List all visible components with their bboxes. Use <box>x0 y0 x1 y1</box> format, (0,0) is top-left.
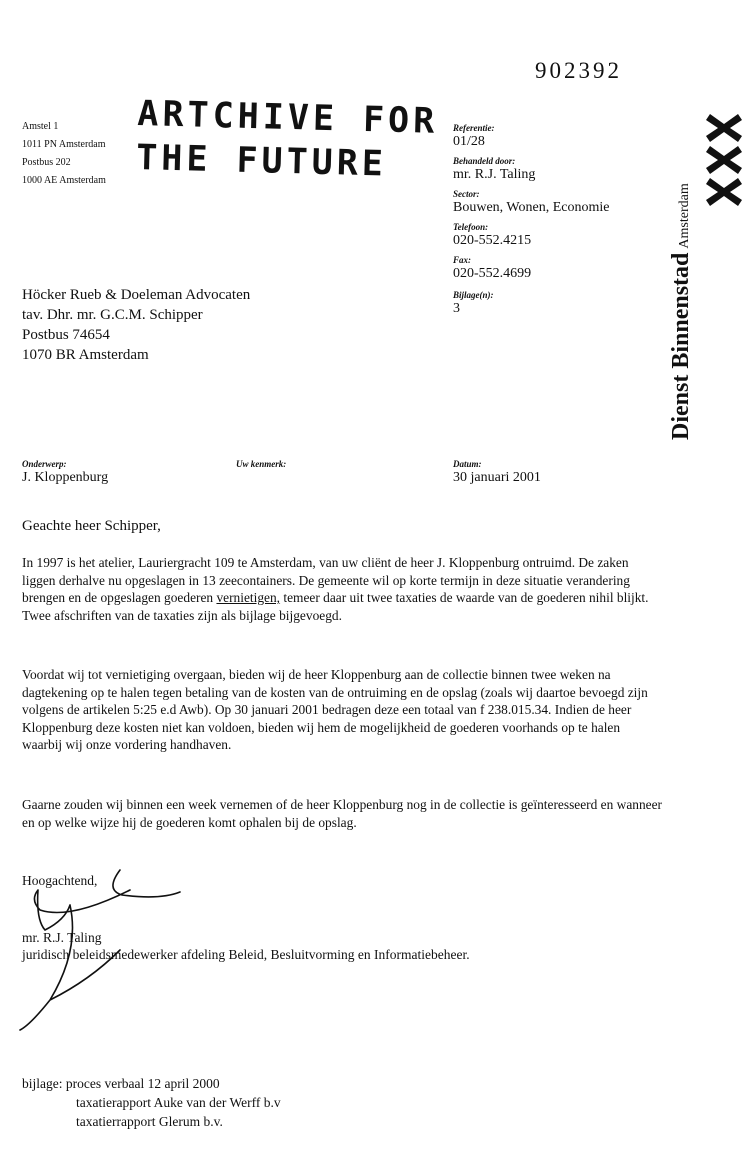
signer-title: juridisch beleidsmedewerker afdeling Beleid, Besluitvorming en Informatiebeheer. <box>22 947 470 962</box>
salutation: Geachte heer Schipper, <box>22 518 161 534</box>
recipient-line: Postbus 74654 <box>22 327 110 343</box>
recipient-line: Höcker Rueb & Doeleman Advocaten <box>22 287 251 303</box>
signer-block <box>22 929 470 963</box>
stamp-line-1: ARTCHIVE FOR <box>136 93 439 142</box>
sender-address <box>22 118 106 190</box>
enclosures <box>22 1074 281 1131</box>
recipient-line: tav. Dhr. mr. G.C.M. Schipper <box>22 307 203 323</box>
sender-line: Postbus 202 <box>22 157 71 168</box>
paragraph-2: Voordat wij tot vernietiging overgaan, bieden wij de heer Kloppenburg aan de collectie binnen twee weken na dagtekening op te halen tegen betaling van de kosten van de ontruiming en de opslag (zoals wij daartoe bevoegd zijn volgens de artikelen 5:25 e.d Awb). Op 30 januari 2001 bedragen deze een totaal van f 238.015.34. Indien de heer Kloppenburg deze kosten niet kan voldoen, bieden wij hem de mogelijkheid de goederen voorhands op te halen waarbij wij onze vordering handhaven. <box>22 667 648 753</box>
meta-behandeld: Behandeld door: mr. R.J. Taling <box>453 156 536 182</box>
department-title: Dienst Binnenstad <box>668 252 694 440</box>
recipient-address <box>22 285 250 365</box>
meta-bijlagen: Bijlage(n): 3 <box>453 290 494 316</box>
closing: Hoogachtend, <box>22 873 98 888</box>
enclosure-item: taxatierrapport Glerum b.v. <box>76 1114 223 1129</box>
recipient-line: 1070 BR Amsterdam <box>22 347 149 363</box>
department-name <box>668 183 695 440</box>
stamp-line-2: THE FUTURE <box>135 137 388 185</box>
enclosures-label: bijlage: <box>22 1076 63 1091</box>
sender-line: 1000 AE Amsterdam <box>22 175 106 186</box>
meta-fax: Fax: 020-552.4699 <box>453 255 532 281</box>
archive-stamp <box>136 92 439 188</box>
onderwerp-field: Onderwerp: J. Kloppenburg <box>22 459 109 485</box>
meta-sector: Sector: Bouwen, Wonen, Economie <box>453 189 610 215</box>
amsterdam-crosses-logo <box>704 112 744 212</box>
sender-line: Amstel 1 <box>22 121 59 132</box>
cross-icon <box>706 114 742 142</box>
paragraph-3: Gaarne zouden wij binnen een week vernemen of de heer Kloppenburg nog in de collectie is geïnteresseerd en wanneer en op welke wijze hij de goederen komt ophalen bij de opslag. <box>22 797 663 830</box>
department-city: Amsterdam <box>677 183 692 249</box>
underlined-word: vernietigen, <box>216 590 281 606</box>
cross-icon <box>706 178 742 206</box>
meta-referentie: Referentie: 01/28 <box>453 123 495 149</box>
datum-field: Datum: 30 januari 2001 <box>453 459 541 485</box>
paragraph-1: In 1997 is het atelier, Lauriergracht 109 te Amsterdam, van uw cliënt de heer J. Kloppenburg ontruimd. De zaken liggen derhalve nu opgeslagen in 13 zeecontainers. De gemeente wil op korte termijn in deze situatie verandering brengen en de opgeslagen goederen vernietigen, temeer daar uit twee taxaties de waarde van de goederen nihil blijkt. Twee afschriften van de taxaties zijn als bijlage bijgevoegd. <box>22 555 649 623</box>
sender-line: 1011 PN Amsterdam <box>22 139 106 150</box>
document-number: 902392 <box>535 58 622 83</box>
enclosure-item: taxatierapport Auke van der Werff b.v <box>76 1095 281 1110</box>
cross-icon <box>706 146 742 174</box>
enclosure-item: proces verbaal 12 april 2000 <box>65 1076 220 1091</box>
uw-kenmerk-field: Uw kenmerk: <box>236 459 287 469</box>
signer-name: mr. R.J. Taling <box>22 930 102 945</box>
meta-telefoon: Telefoon: 020-552.4215 <box>453 222 532 248</box>
